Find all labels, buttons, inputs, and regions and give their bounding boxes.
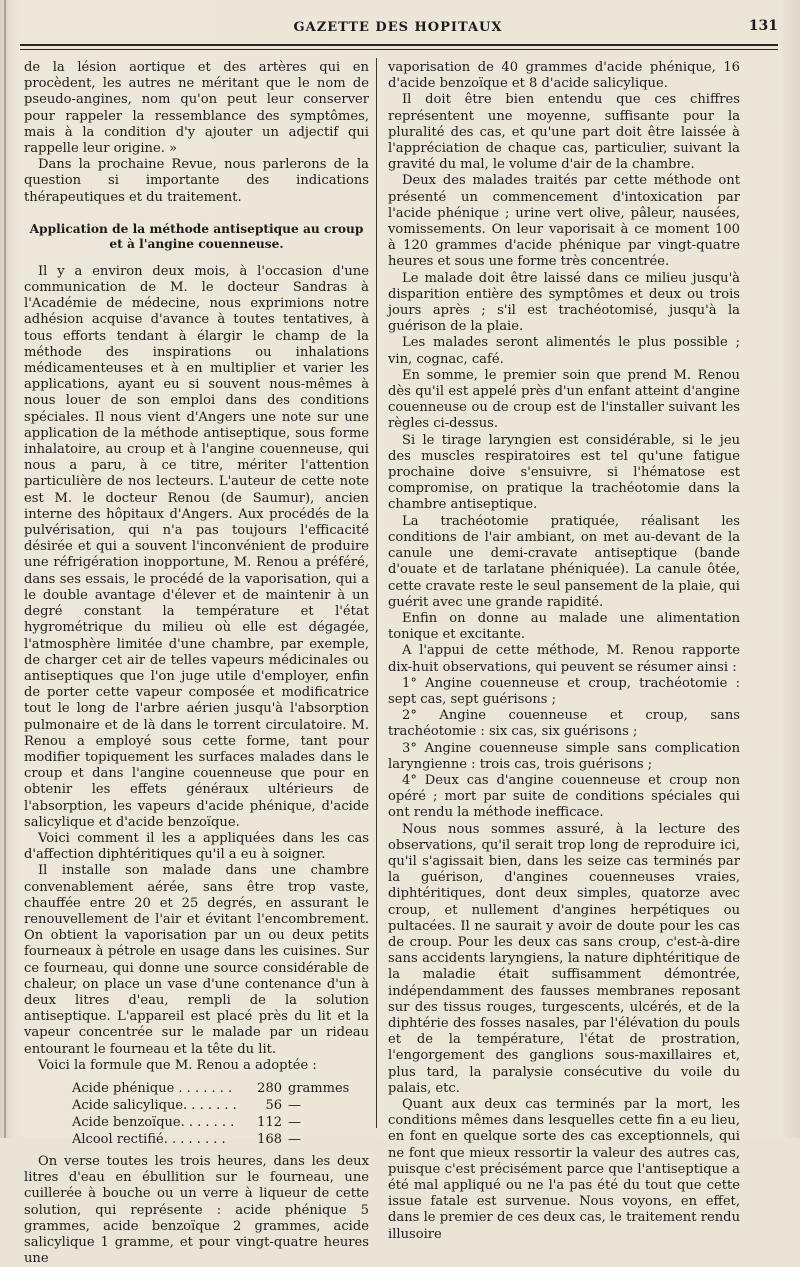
ingredient-quantity: 112 [257, 1114, 282, 1130]
column-divider [376, 58, 377, 1128]
ingredient-quantity: 168 [257, 1131, 282, 1147]
ingredient-name: Acide benzoïque. . . . . . . [72, 1114, 235, 1130]
paragraph: Il installe son malade dans une chambre convenablement aérée, sans être trop vaste, chauffée entre 20 et 25 degrés, en assurant le renouvellement de l'air et évitant l'encombrement. On obtient la vaporisation par un ou deux petits fourneaux à pétrole en usage dans les cuisines. Sur ce fourneau, qui donne une source considérable de chaleur, on place un vase d'une contenance d'un à deux litres d'eau, rempli de la solution antiseptique. L'appareil est placé près du lit et la vapeur concentrée sur le malade par un rideau entourant le fourneau et la tête du lit. [24, 863, 369, 1057]
list-item: 2° Angine couenneuse et croup, sans trachéotomie : six cas, six guérisons ; [388, 708, 740, 740]
header-rule-thin [20, 49, 778, 50]
paragraph: A l'appui de cette méthode, M. Renou rapporte dix-huit observations, qui peuvent se résumer ainsi : [388, 643, 740, 675]
paragraph: Il y a environ deux mois, à l'occasion d'une communication de M. le docteur Sandras à l'Académie de médecine, nous exprimions notre adhésion acquise d'avance à toutes tentatives, à tous efforts tendant à élargir le champ de la méthode des inspirations ou inhalations médicamenteuses et à en multiplier et varier les applications, ayant eu si souvent nous-mêmes à nous louer de son emploi dans des conditions spéciales. Il nous vient d'Angers une note sur une application de la méthode antiseptique, sous forme inhalatoire, au croup et à l'angine couenneuse, qui nous a paru, à ce titre, mériter l'attention particulière de nos lecteurs. L'auteur de cette note est M. le docteur Renou (de Saumur), ancien interne des hôpitaux d'Angers. Aux procédés de la pulvérisation, qui n'a pas toujours l'efficacité désirée et qui a souvent l'inconvénient de produire une réfrigération inopportune, M. Renou a préféré, dans ses essais, le procédé de la vaporisation, qui a le double avantage d'élever et de maintenir à un degré constant la température et l'état hygrométrique du milieu où elle est dégagée, l'atmosphère limitée d'une chambre, par exemple, de charger cet air de telles vapeurs médicinales ou antiseptiques que l'on juge utile d'employer, enfin de porter cette vapeur composée et modificatrice tout le long de l'arbre aérien jusqu'à l'absorption pulmonaire et de là dans le torrent circulatoire. M. Renou a employé sous cette forme, tant pour modifier topiquement les surfaces malades dans le croup et dans l'angine couenneuse que pour en obtenir les effets généraux ultérieurs de l'absorption, les vapeurs d'acide phénique, d'acide salicylique et d'acide benzoïque. [24, 263, 369, 830]
paragraph: Le malade doit être laissé dans ce milieu jusqu'à disparition entière des symptômes et deux ou trois jours après ; s'il est trachéotomisé, jusqu'à la guérison de la plaie. [388, 270, 740, 335]
paragraph: Les malades seront alimentés le plus possible ; vin, cognac, café. [388, 335, 740, 367]
list-item: 1° Angine couenneuse et croup, trachéotomie : sept cas, sept guérisons ; [388, 675, 740, 707]
section-title-line: Application de la méthode antiseptique au croup [29, 221, 364, 236]
paragraph: En somme, le premier soin que prend M. Renou dès qu'il est appelé près d'un enfant atteint d'angine couenneuse ou de croup est de l'installer suivant les règles ci-dessus. [388, 367, 740, 432]
list-item: 4° Deux cas d'angine couenneuse et croup non opéré ; mort par suite de conditions spéciales qui ont rendu la méthode inefficace. [388, 772, 740, 821]
binding-edge [4, 0, 6, 1138]
paragraph: Quant aux deux cas terminés par la mort, les conditions mêmes dans lesquelles cette fin a eu lieu, en font en quelque sorte des cas exceptionnels, qui ne font que mieux ressortir la valeur des autres cas, puisque c'est précisément parce que l'antiseptique a été mal appliqué ou ne l'a pas été du tout que cette issue fatale est survenue. Nous voyons, en effet, dans le premier de ces deux cas, le traitement rendu illusoire [388, 1097, 740, 1242]
list-item: 3° Angine couenneuse simple sans complication laryngienne : trois cas, trois guérisons ; [388, 740, 740, 772]
header-rule [20, 44, 778, 46]
paragraph: Voici comment il les a appliquées dans les cas d'affection diphtéritiques qu'il a eu à soigner. [24, 830, 369, 863]
journal-title: GAZETTE DES HOPITAUX [293, 20, 503, 35]
paragraph: Enfin on donne au malade une alimentation tonique et excitante. [388, 610, 740, 643]
ingredient-unit: — [288, 1131, 301, 1147]
section-title-line: et à l'angine couenneuse. [109, 236, 284, 251]
paragraph: Dans la prochaine Revue, nous parlerons de la question si importante des indications thérapeutiques et du traitement. [24, 157, 369, 205]
section-title [24, 222, 369, 252]
paragraph: Deux des malades traités par cette méthode ont présenté un commencement d'intoxication par l'acide phénique ; urine vert olive, pâleur, nausées, vomissements. On leur vaporisait à ce moment 100 à 120 grammes d'acide phénique par vingt-quatre heures et sous une forme très concentrée. [388, 173, 740, 270]
ingredient-name: Alcool rectifié. . . . . . . . [72, 1131, 226, 1147]
formula-row [24, 1114, 369, 1131]
paragraph: On verse toutes les trois heures, dans les deux litres d'eau en ébullition sur le fourneau, une cuillerée à bouche ou un verre à liqueur de cette solution, qui représente : acide phénique 5 grammes, acide benzoïque 2 grammes, acide salicylique 1 gramme, et pour vingt-quatre heures une [24, 1153, 369, 1267]
formula-row [24, 1097, 369, 1114]
right-column [388, 60, 740, 1243]
ingredient-name: Acide salicylique. . . . . . . [72, 1097, 237, 1113]
paragraph: vaporisation de 40 grammes d'acide phénique, 16 d'acide benzoïque et 8 d'acide salicylique. [388, 60, 740, 92]
page-header [18, 18, 778, 44]
ingredient-quantity: 56 [265, 1097, 282, 1113]
paragraph: Si le tirage laryngien est considérable, si le jeu des muscles respiratoires est tel qu'une fatigue prochaine doive s'ensuivre, si l'hématose est compromise, on pratique la trachéotomie dans la chambre antiseptique. [388, 432, 740, 513]
left-column [24, 60, 369, 1267]
ingredient-name: Acide phénique . . . . . . . [72, 1080, 233, 1096]
ingredient-quantity: 280 [257, 1080, 282, 1096]
ingredient-unit: — [288, 1114, 301, 1130]
formula-row [24, 1080, 369, 1097]
paragraph: de la lésion aortique et des artères qui en procèdent, les autres ne méritant que le nom de pseudo-angines, nom qu'on peut leur conserver pour rappeler la ressemblance des symptômes, mais à la condition d'y ajouter un adjectif qui rappelle leur origine. » [24, 60, 369, 157]
paragraph: Voici la formule que M. Renou a adoptée : [38, 1057, 317, 1073]
paragraph: La trachéotomie pratiquée, réalisant les conditions de l'air ambiant, on met au-devant de la canule une demi-cravate antiseptique (bande d'ouate et de tarlatane phéniquée). La canule ôtée, cette cravate reste le seul pansement de la plaie, qui guérit avec une grande rapidité. [388, 513, 740, 610]
ingredient-unit: — [288, 1097, 301, 1113]
paragraph: Nous nous sommes assuré, à la lecture des observations, qu'il serait trop long de reproduire ici, qu'il s'agissait bien, dans les seize cas terminés par la guérison, d'angines couenneuses vraies, diphtéritiques, dont deux simples, quatorze avec croup, et nullement d'angines herpétiques ou pultacées. Il ne saurait y avoir de doute pour les cas de croup. Pour les deux cas sans croup, c'est-à-dire sans accidents laryngiens, la nature diphtéritique de la maladie était suffisamment démontrée, indépendamment des fausses membranes reposant sur des tissus rouges, turgescents, ulcérés, et de la diphtérie des fosses nasales, par l'élévation du pouls et de la température, l'état de prostration, l'engorgement des ganglions sous-maxillaires et, plus tard, la paralysie consécutive du voile du palais, etc. [388, 821, 740, 1096]
page-number: 131 [748, 18, 778, 34]
ingredient-unit: grammes [288, 1080, 350, 1096]
formula-row [24, 1131, 369, 1148]
paragraph: Il doit être bien entendu que ces chiffres représentent une moyenne, suffisante pour la pluralité des cas, et qu'une part doit être laissée à l'appréciation de chaque cas, particulier, suivant la gravité du mal, le volume d'air de la chambre. [388, 92, 740, 173]
